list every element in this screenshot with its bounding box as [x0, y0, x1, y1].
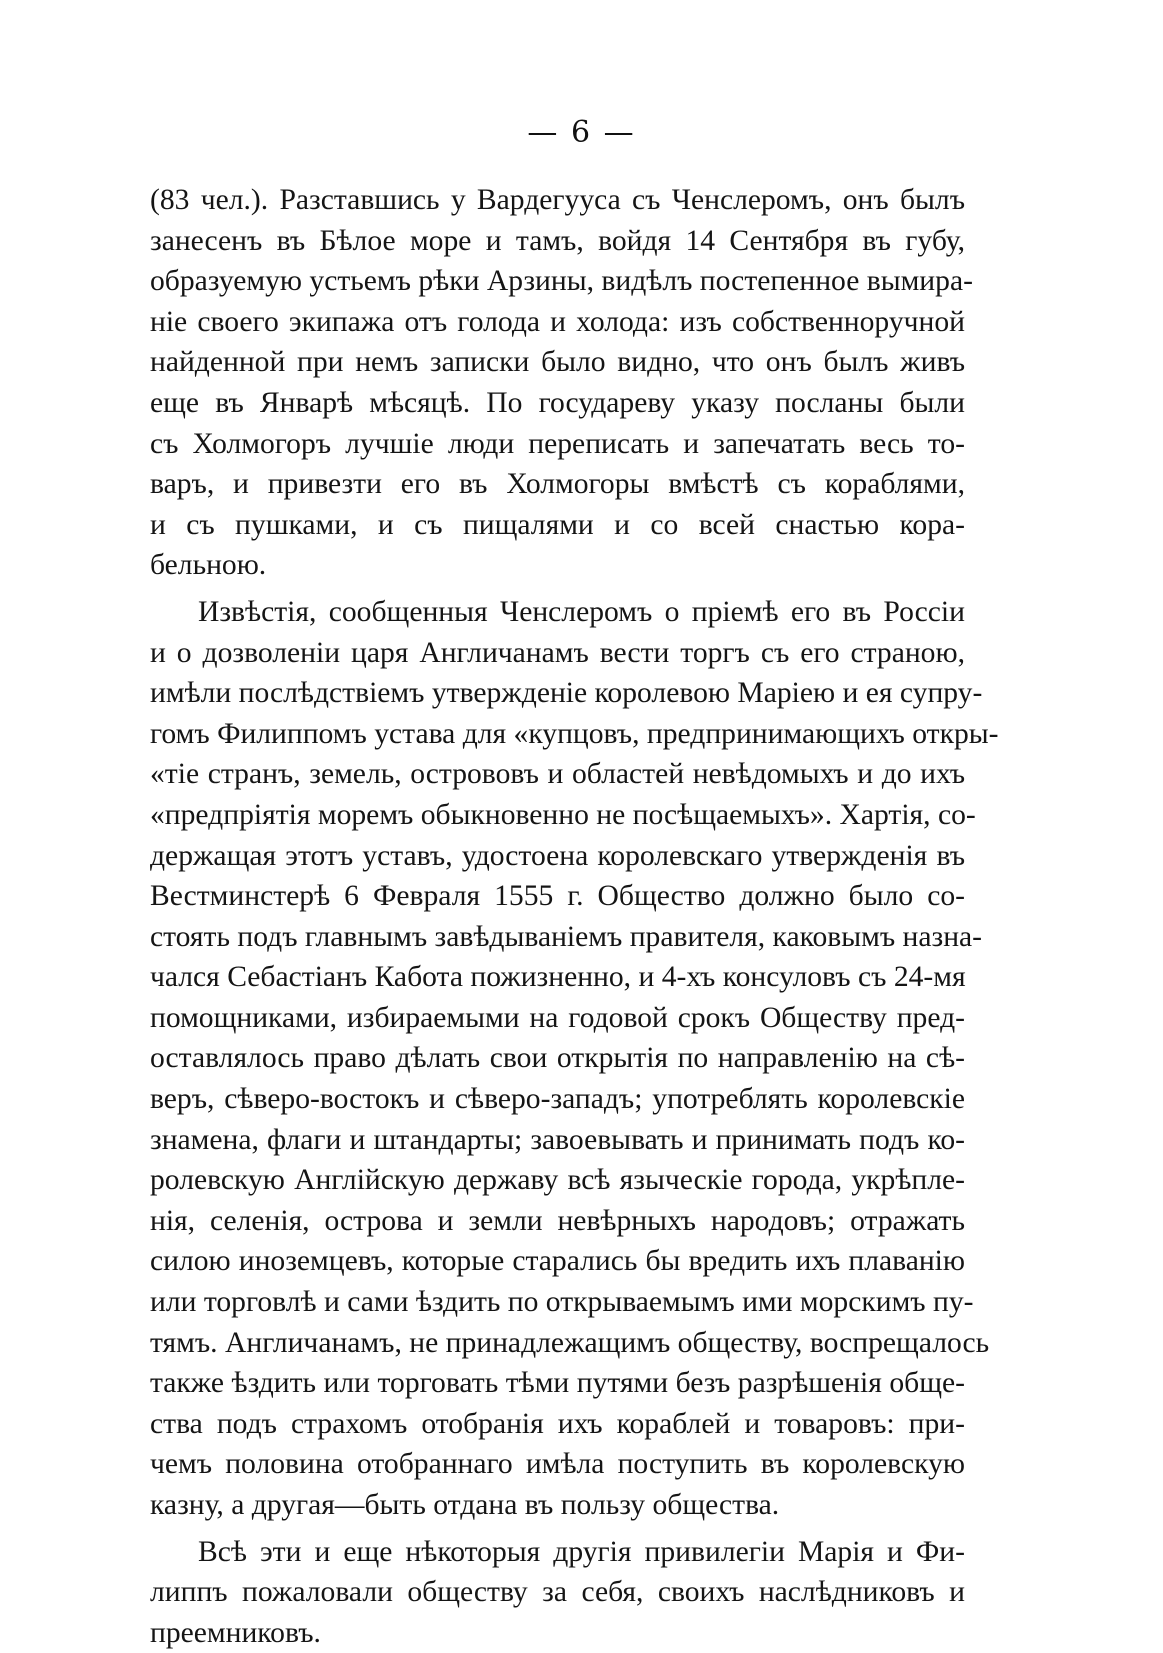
text-line: имѣли послѣдствіемъ утвержденіе королевою Маріею и ея супру-	[150, 677, 983, 710]
text-line: преемниковъ.	[150, 1616, 321, 1649]
text-line: держащая этотъ уставъ, удостоена королевскаго утвержденія въ	[150, 839, 965, 872]
text-line: еще въ Январѣ мѣсяцѣ. По государеву указу посланы были	[150, 386, 965, 419]
text-line: Всѣ эти и еще нѣкоторыя другія привилегіи Марія и Фи-	[198, 1535, 965, 1568]
text-line: чемъ половина отобраннаго имѣла поступить въ королевскую	[150, 1448, 965, 1481]
text-line: стоять подъ главнымъ завѣдываніемъ правителя, каковымъ назна-	[150, 920, 983, 953]
text-line: и съ пушками, и съ пищалями и со всей снастью кора-	[150, 508, 965, 541]
paragraph-1	[150, 180, 973, 586]
text-line: ніе своего экипажа отъ голода и холода: изъ собственноручной	[150, 305, 965, 338]
text-line: нія, селенія, острова и земли невѣрныхъ народовъ; отражать	[150, 1204, 965, 1237]
text-line: и о дозволеніи царя Англичанамъ вести торгъ съ его страною,	[150, 636, 965, 669]
text-line: Извѣстія, сообщенныя Ченслеромъ о пріемѣ его въ Россіи	[198, 595, 965, 628]
text-line: Вестминстерѣ 6 Февраля 1555 г. Общество должно было со-	[150, 880, 965, 913]
text-line: чался Себастіанъ Кабота пожизненно, и 4-хъ консуловъ съ 24-мя	[150, 961, 966, 994]
paragraph-3	[150, 1532, 965, 1653]
text-line: силою иноземцевъ, которые старались бы вредить ихъ плаванію	[150, 1245, 965, 1278]
text-line: ства подъ страхомъ отобранія ихъ кораблей и товаровъ: при-	[150, 1407, 965, 1440]
text-line: помощниками, избираемыми на годовой срокъ Обществу пред-	[150, 1001, 965, 1034]
text-line: гомъ Филиппомъ устава для «купцовъ, предпринимающихъ откры-	[150, 717, 999, 750]
paragraph-2	[150, 592, 999, 1526]
text-line: съ Холмогоръ лучшіе люди переписать и запечатать весь то-	[150, 427, 965, 460]
text-line: казну, а другая—быть отдана въ пользу общества.	[150, 1489, 780, 1521]
text-line: «предпріятія моремъ обыкновенно не посѣщаемыхъ». Хартія, со-	[150, 798, 976, 831]
text-line: знамена, флаги и штандарты; завоевывать и принимать подъ ко-	[150, 1123, 965, 1156]
text-line: бельною.	[150, 549, 267, 582]
text-line: варъ, и привезти его въ Холмогоры вмѣстѣ съ кораблями,	[150, 468, 965, 501]
body-text	[150, 180, 999, 1653]
text-line: занесенъ въ Бѣлое море и тамъ, войдя 14 Сентября въ губу,	[150, 224, 965, 257]
text-line: оставлялось право дѣлать свои открытія по направленію на сѣ-	[150, 1042, 965, 1075]
text-line: найденной при немъ записки было видно, что онъ былъ живъ	[150, 346, 965, 379]
text-line: тямъ. Англичанамъ, не принадлежащимъ обществу, воспрещалось	[150, 1326, 990, 1359]
text-line: (83 чел.). Разставшись у Вардегууса съ Ченслеромъ, онъ былъ	[150, 184, 965, 216]
text-line: ролевскую Англійскую державу всѣ языческіе города, укрѣпле-	[150, 1164, 965, 1197]
text-line: липпъ пожаловали обществу за себя, своихъ наслѣдниковъ и	[150, 1576, 965, 1609]
text-line: веръ, сѣверо-востокъ и сѣверо-западъ; употреблять королевскіе	[150, 1083, 965, 1116]
text-line: образуемую устьемъ рѣки Арзины, видѣлъ постепенное вымира-	[150, 265, 973, 298]
text-line: также ѣздить или торговать тѣми путями безъ разрѣшенія обще-	[150, 1367, 965, 1400]
page-number: — 6 —	[527, 115, 636, 150]
text-line: «тіе странъ, земель, острововъ и областей невѣдомыхъ и до ихъ	[150, 758, 965, 791]
text-line: или торговлѣ и сами ѣздить по открываемымъ ими морскимъ пу-	[150, 1286, 974, 1319]
